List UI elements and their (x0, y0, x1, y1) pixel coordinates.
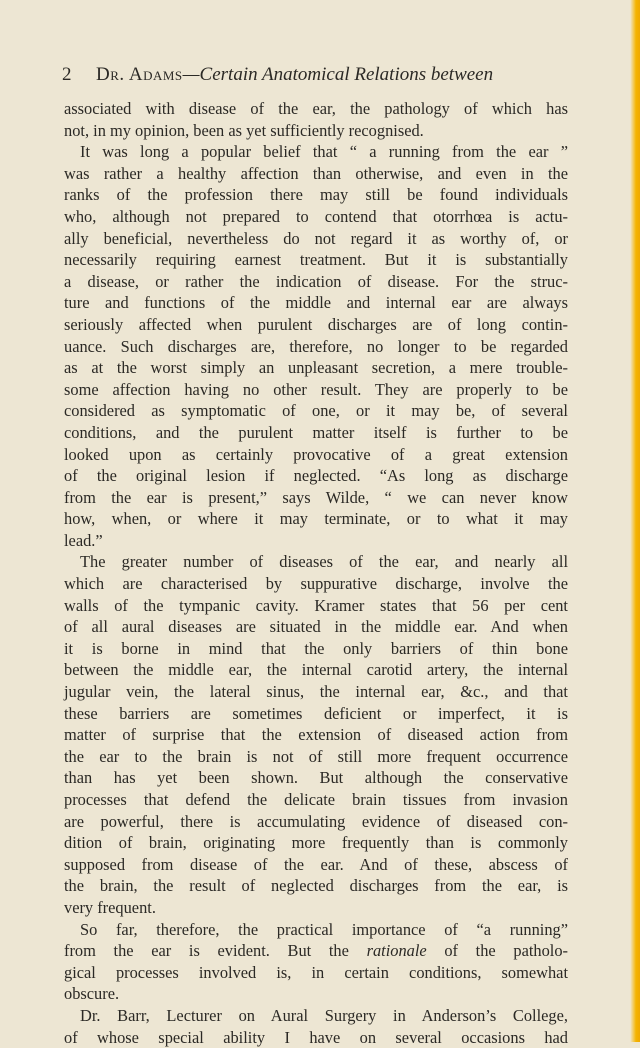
text-line: the ear to the brain is not of still more frequent occurrence (64, 746, 568, 766)
text-line: jugular vein, the lateral sinus, the internal ear, &c., and that (64, 682, 568, 702)
text-line: The greater number of diseases of the ear, and nearly all (80, 552, 568, 572)
text-line: than has yet been shown. But although the conservative (64, 768, 568, 788)
running-head-title: —Certain Anatomical Relations between (182, 64, 494, 85)
text-line: a disease, or rather the indication of disease. For the struc- (64, 271, 568, 291)
text-line: it is borne in mind that the only barriers of thin bone (64, 638, 568, 658)
text-line: not, in my opinion, been as yet sufficiently recognised. (64, 120, 424, 140)
text-line: of all aural diseases are situated in the middle ear. And when (64, 617, 568, 637)
page-number: 2 (62, 64, 72, 85)
text-line: gical processes involved is, in certain conditions, somewhat (64, 962, 568, 982)
text-line: seriously affected when purulent discharges are of long contin- (64, 314, 568, 334)
text-line: associated with disease of the ear, the pathology of which has (64, 99, 568, 118)
text-line: processes that defend the delicate brain tissues from invasion (64, 790, 568, 809)
text-line: dition of brain, originating more frequently than is commonly (64, 833, 568, 853)
text-line: matter of surprise that the extension of diseased action from (64, 725, 568, 745)
text-line: between the middle ear, the internal carotid artery, the internal (64, 660, 568, 680)
text-line: walls of the tympanic cavity. Kramer states that 56 per cent (64, 595, 568, 615)
text-line: some affection having no other result. They are properly to be (64, 379, 568, 399)
text-line: very frequent. (64, 897, 156, 917)
text-line: Dr. Barr, Lecturer on Aural Surgery in Anderson’s College, (80, 1005, 568, 1025)
text-line: uance. Such discharges are, therefore, no longer to be regarded (64, 336, 568, 356)
page-header (62, 64, 542, 94)
text-line: conditions, and the purulent matter itself is further to be (64, 422, 568, 442)
text-line: of the original lesion if neglected. “As long as discharge (64, 466, 568, 486)
italic-term: rationale (366, 941, 427, 961)
text-line: are powerful, there is accumulating evidence of diseased con- (64, 811, 568, 831)
text-line: from the ear is present,” says Wilde, “ we can never know (64, 487, 568, 507)
text-line: supposed from disease of the ear. And of these, abscess of (64, 854, 568, 874)
text-line: from the ear is evident. But the rationale of the patholo- (64, 941, 569, 961)
text-line: looked upon as certainly provocative of a great extension (64, 444, 568, 464)
text-line: the brain, the result of neglected discharges from the ear, is (64, 876, 568, 896)
text-line: obscure. (64, 984, 120, 1004)
text-line: was rather a healthy affection than otherwise, and even in the (64, 163, 568, 183)
text-line: ally beneficial, nevertheless do not regard it as worthy of, or (64, 228, 568, 248)
text-line: It was long a popular belief that “ a running from the ear ” (80, 142, 568, 162)
text-line: as at the worst simply an unpleasant secretion, a mere trouble- (64, 358, 568, 378)
text-line: necessarily requiring earnest treatment. But it is substantially (64, 250, 568, 270)
text-line: lead.” (64, 530, 103, 550)
text-line: these barriers are sometimes deficient or imperfect, it is (64, 703, 568, 723)
body-text (64, 98, 568, 1048)
text-line: who, although not prepared to contend that otorrhœa is actu- (64, 206, 568, 226)
page-edge (630, 0, 640, 1042)
text-line: So far, therefore, the practical importance of “a running” (80, 919, 568, 939)
running-head (96, 64, 493, 86)
text-line: how, when, or where it may terminate, or to what it may (64, 509, 568, 529)
text-line: which are characterised by suppurative discharge, involve the (64, 574, 568, 594)
text-line: ranks of the profession there may still be found individuals (64, 185, 568, 205)
text-line: ture and functions of the middle and internal ear are always (64, 293, 568, 313)
text-line: considered as symptomatic of one, or it may be, of several (64, 401, 568, 421)
running-head-author: Dr. Adams (96, 64, 183, 85)
text-line: of whose special ability I have on several occasions had (64, 1027, 568, 1047)
